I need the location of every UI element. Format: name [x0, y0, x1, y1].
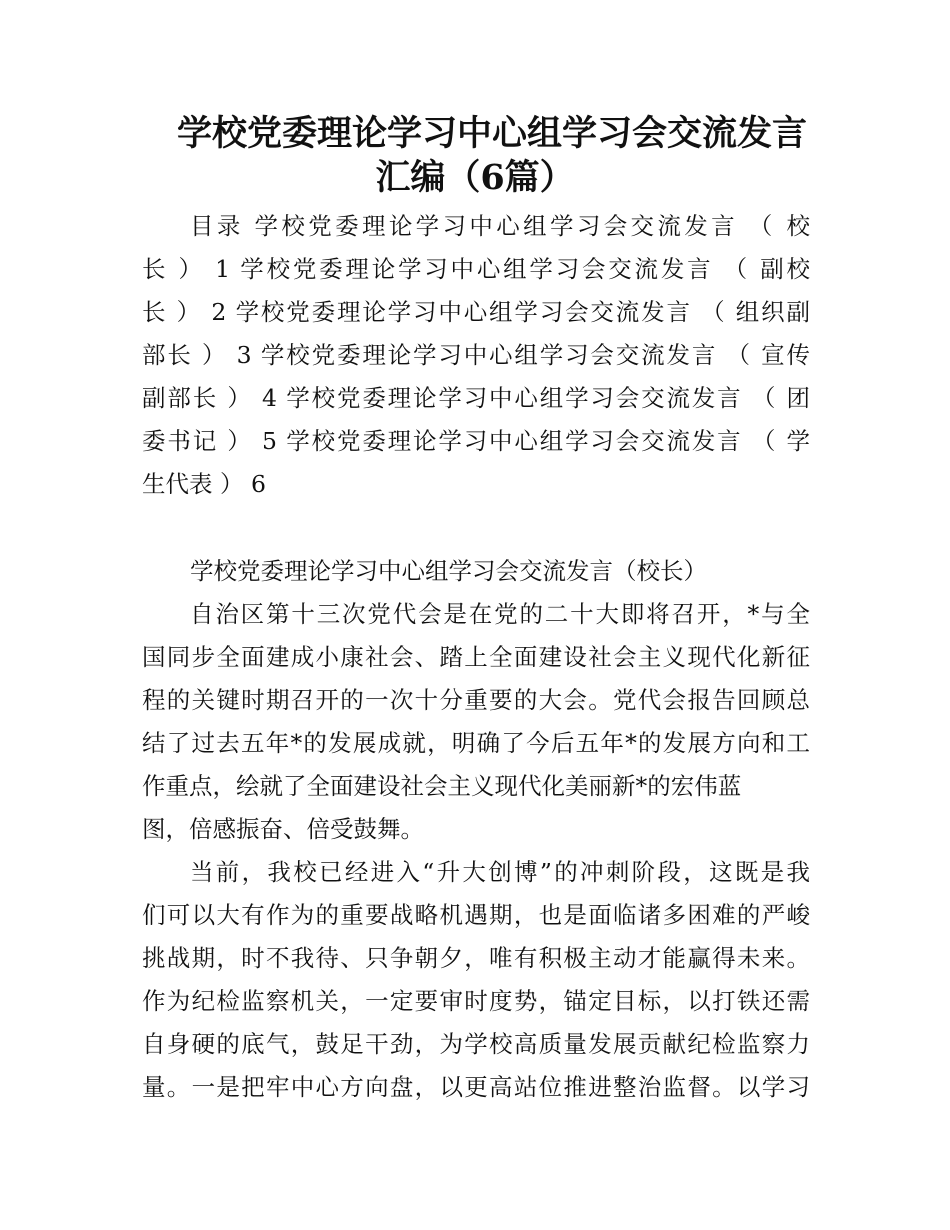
toc-line: 部长 ） 3 学校党委理论学习中心组学习会交流发言 （ 宣传 — [142, 341, 810, 369]
paragraph-line: 自治区第十三次党代会是在党的二十大即将召开，*与全 — [190, 600, 810, 628]
paragraph-line: 图，倍感振奋、倍受鼓舞。 — [142, 815, 424, 843]
document-title-line-2: 汇编（6篇） — [375, 157, 575, 198]
toc-line: 委书记 ） 5 学校党委理论学习中心组学习会交流发言 （ 学 — [142, 427, 810, 455]
paragraph-line: 国同步全面建成小康社会、踏上全面建设社会主义现代化新征 — [142, 643, 810, 671]
paragraph-line: 作重点，绘就了全面建设社会主义现代化美丽新*的宏伟蓝 — [142, 772, 742, 800]
toc-line: 目录 学校党委理论学习中心组学习会交流发言 （ 校 — [190, 212, 810, 240]
paragraph-line: 量。一是把牢中心方向盘，以更高站位推进整治监督。以学习 — [142, 1073, 810, 1101]
paragraph-line: 程的关键时期召开的一次十分重要的大会。党代会报告回顾总 — [142, 686, 810, 714]
section-heading: 学校党委理论学习中心组学习会交流发言（校长） — [190, 557, 707, 585]
paragraph-line: 们可以大有作为的重要战略机遇期，也是面临诸多困难的严峻 — [142, 901, 810, 929]
document-title-line-1: 学校党委理论学习中心组学习会交流发言 — [176, 113, 807, 154]
toc-line: 生代表 ） 6 — [142, 470, 266, 498]
paragraph-line: 作为纪检监察机关，一定要审时度势，锚定目标，以打铁还需 — [142, 987, 810, 1015]
paragraph-line: 自身硬的底气，鼓足干劲，为学校高质量发展贡献纪检监察力 — [142, 1030, 810, 1058]
paragraph-line: 当前，我校已经进入“升大创博”的冲刺阶段，这既是我 — [190, 858, 810, 886]
paragraph-line: 挑战期，时不我待、只争朝夕，唯有积极主动才能赢得未来。 — [142, 944, 810, 972]
toc-line: 长 ） 1 学校党委理论学习中心组学习会交流发言 （ 副校 — [142, 255, 810, 283]
toc-line: 副部长 ） 4 学校党委理论学习中心组学习会交流发言 （ 团 — [142, 384, 810, 412]
paragraph-line: 结了过去五年*的发展成就，明确了今后五年*的发展方向和工 — [142, 729, 810, 757]
toc-line: 长 ） 2 学校党委理论学习中心组学习会交流发言 （ 组织副 — [142, 298, 810, 326]
